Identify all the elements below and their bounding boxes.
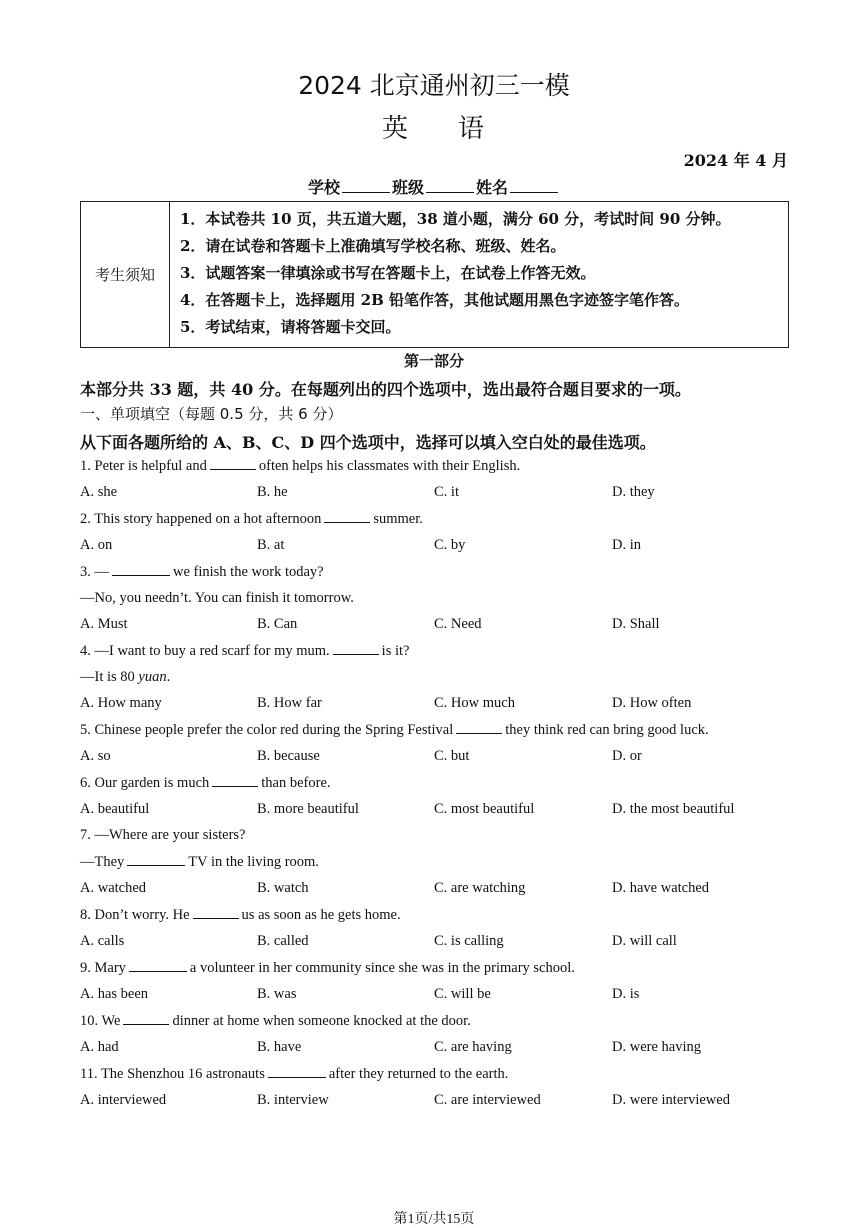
- option-d: D. is: [612, 986, 640, 1002]
- question-text: 1. Peter is helpful and: [80, 458, 207, 474]
- option-d: D. in: [612, 537, 641, 553]
- question-text: 5. Chinese people prefer the color red during the Spring Festival: [80, 722, 454, 738]
- option-d: D. were interviewed: [612, 1092, 730, 1108]
- option-b: B. How far: [257, 695, 322, 711]
- part-title: 第一部分: [403, 352, 464, 370]
- notice-item: 4．在答题卡上，选择题用 2B 铅笔作答，其他试题用黑色字迹签字笔作答。: [180, 291, 689, 309]
- answer-blank: [127, 853, 185, 866]
- option-c: C. Need: [434, 616, 482, 632]
- question-text: dinner at home when someone knocked at the door.: [172, 1013, 471, 1029]
- question-7-reply: [80, 853, 319, 871]
- name-blank: [510, 178, 558, 193]
- question-10: [80, 1012, 471, 1030]
- question-text: summer.: [373, 511, 423, 527]
- question-text: TV in the living room.: [188, 854, 319, 870]
- option-a: A. Must: [80, 616, 128, 632]
- question-2: [80, 510, 423, 528]
- option-c: C. most beautiful: [434, 801, 535, 817]
- option-c: C. it: [434, 484, 459, 500]
- question-text: after they returned to the earth.: [328, 1066, 509, 1082]
- question-text: 3. —: [80, 564, 109, 580]
- option-a: A. interviewed: [80, 1092, 167, 1108]
- answer-blank: [324, 510, 370, 523]
- school-blank: [342, 178, 390, 193]
- option-a: A. had: [80, 1039, 119, 1055]
- section-instruction: 从下面各题所给的 A、B、C、D 四个选项中，选择可以填入空白处的最佳选项。: [80, 433, 656, 452]
- question-11: [80, 1065, 508, 1083]
- exam-date: 2024 年 4 月: [683, 151, 788, 170]
- option-d: D. will call: [612, 933, 677, 949]
- option-a: A. has been: [80, 986, 149, 1002]
- option-c: C. will be: [434, 986, 491, 1002]
- question-text: is it?: [381, 643, 410, 659]
- question-7: 7. —Where are your sisters?: [80, 827, 246, 843]
- option-d: D. were having: [612, 1039, 701, 1055]
- question-text: 2. This story happened on a hot afternoon: [80, 511, 322, 527]
- class-label: 班级: [391, 178, 424, 197]
- question-text: .: [166, 669, 171, 685]
- page-number: 第1页/共15页: [393, 1212, 475, 1227]
- question-5: [80, 721, 709, 739]
- option-d: D. How often: [612, 695, 692, 711]
- question-3: [80, 563, 324, 581]
- answer-blank: [456, 721, 502, 734]
- option-d: D. they: [612, 484, 655, 500]
- student-info-line: [0, 175, 868, 198]
- exam-title: 2024 北京通州初三一模: [298, 71, 570, 100]
- question-text: a volunteer in her community since she was in the primary school.: [189, 960, 575, 976]
- option-a: A. How many: [80, 695, 162, 711]
- subject-char-2: 语: [458, 114, 487, 144]
- option-b: B. called: [257, 933, 309, 949]
- question-text: often helps his classmates with their English.: [258, 458, 521, 474]
- option-a: A. so: [80, 748, 111, 764]
- class-blank: [426, 178, 474, 193]
- question-text: 11. The Shenzhou 16 astronauts: [80, 1066, 265, 1082]
- option-c: C. by: [434, 537, 466, 553]
- section-title: 一、单项填空（每题 0.5 分，共 6 分）: [80, 405, 343, 423]
- option-a: A. beautiful: [80, 801, 150, 817]
- question-1: [80, 457, 520, 475]
- answer-blank: [112, 563, 170, 576]
- question-text: 6. Our garden is much: [80, 775, 210, 791]
- question-6: [80, 774, 331, 792]
- option-b: B. interview: [257, 1092, 329, 1108]
- option-b: B. watch: [257, 880, 309, 896]
- option-a: A. watched: [80, 880, 147, 896]
- answer-blank: [268, 1065, 326, 1078]
- option-a: A. on: [80, 537, 113, 553]
- option-b: B. at: [257, 537, 285, 553]
- exam-notice-box: [80, 201, 789, 348]
- name-label: 姓名: [476, 178, 509, 197]
- notice-item: 5．考试结束，请将答题卡交回。: [180, 318, 401, 336]
- option-b: B. Can: [257, 616, 298, 632]
- answer-blank: [193, 906, 239, 919]
- question-9: [80, 959, 575, 977]
- option-b: B. have: [257, 1039, 302, 1055]
- notice-item: 1．本试卷共 10 页，共五道大题，38 道小题，满分 60 分，考试时间 90 分钟。: [180, 210, 731, 228]
- question-text: —They: [80, 854, 125, 870]
- question-4: [80, 642, 409, 660]
- notice-heading: 考生须知: [81, 202, 170, 347]
- option-c: C. How much: [434, 695, 515, 711]
- option-b: B. because: [257, 748, 320, 764]
- part-intro: 本部分共 33 题，共 40 分。在每题列出的四个选项中，选出最符合题目要求的一项。: [80, 380, 691, 399]
- question-text: 10. We: [80, 1013, 121, 1029]
- option-d: D. have watched: [612, 880, 710, 896]
- notice-items: [170, 202, 788, 347]
- question-text: us as soon as he gets home.: [241, 907, 401, 923]
- question-text: we finish the work today?: [173, 564, 324, 580]
- question-text: than before.: [261, 775, 331, 791]
- option-d: D. Shall: [612, 616, 660, 632]
- notice-item: 2．请在试卷和答题卡上准确填写学校名称、班级、姓名。: [180, 237, 566, 255]
- answer-blank: [129, 959, 187, 972]
- answer-blank: [333, 642, 379, 655]
- option-a: A. she: [80, 484, 118, 500]
- question-text: 8. Don’t worry. He: [80, 907, 190, 923]
- notice-item: 3．试题答案一律填涂或书写在答题卡上，在试卷上作答无效。: [180, 264, 596, 282]
- option-c: C. are interviewed: [434, 1092, 541, 1108]
- question-text: —It is 80: [80, 669, 139, 685]
- question-text: 4. —I want to buy a red scarf for my mum.: [80, 643, 330, 659]
- option-b: B. more beautiful: [257, 801, 359, 817]
- question-4-reply: [80, 669, 170, 686]
- question-3-reply: —No, you needn’t. You can finish it tomorrow.: [80, 590, 354, 606]
- option-c: C. are watching: [434, 880, 526, 896]
- option-d: D. or: [612, 748, 642, 764]
- answer-blank: [212, 774, 258, 787]
- option-a: A. calls: [80, 933, 125, 949]
- subject-char-1: 英: [381, 114, 410, 144]
- question-text: they think red can bring good luck.: [505, 722, 709, 738]
- option-d: D. the most beautiful: [612, 801, 735, 817]
- answer-blank: [210, 457, 256, 470]
- option-c: C. is calling: [434, 933, 504, 949]
- subject-title: [0, 108, 868, 145]
- question-8: [80, 906, 401, 924]
- option-c: C. are having: [434, 1039, 512, 1055]
- answer-blank: [123, 1012, 169, 1025]
- option-b: B. was: [257, 986, 297, 1002]
- school-label: 学校: [307, 178, 340, 197]
- option-c: C. but: [434, 748, 470, 764]
- question-text: 9. Mary: [80, 960, 126, 976]
- option-b: B. he: [257, 484, 288, 500]
- italic-word: yuan: [138, 669, 167, 685]
